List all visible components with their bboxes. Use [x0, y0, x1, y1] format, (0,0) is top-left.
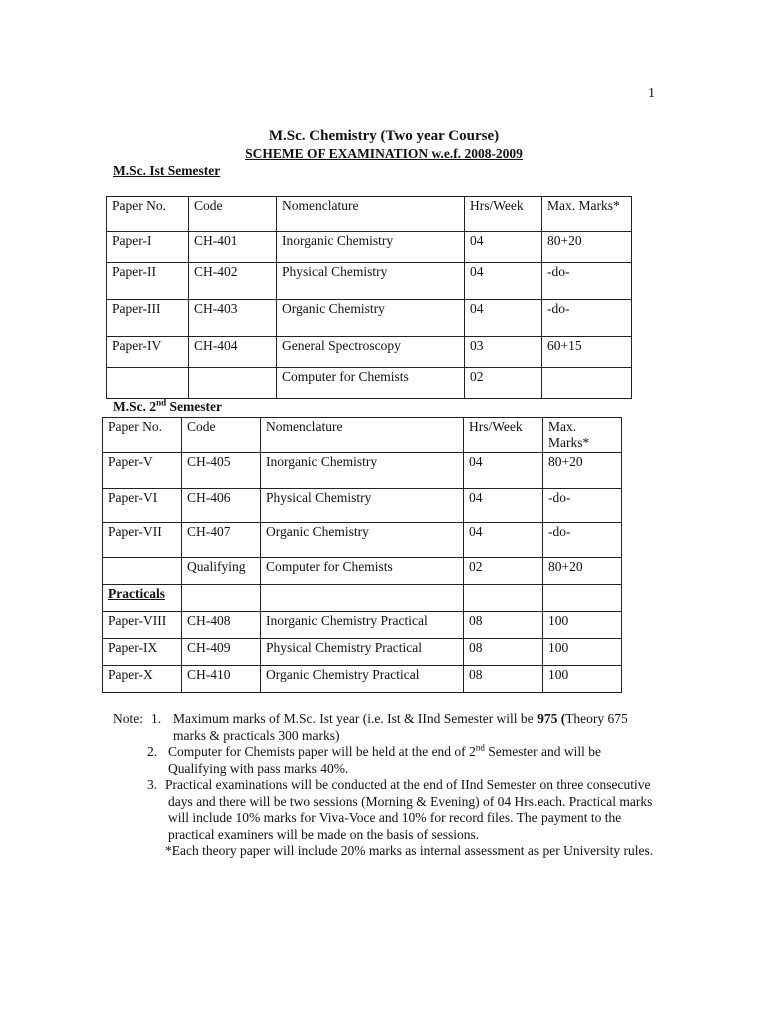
- cell: 04: [464, 489, 543, 523]
- cell: CH-406: [182, 489, 261, 523]
- cell: CH-407: [182, 523, 261, 558]
- header-cell: Max. Marks*: [542, 197, 632, 232]
- note-text-part: Theory 675 marks & practicals 300 marks): [173, 711, 628, 743]
- cell: 100: [543, 639, 622, 666]
- table-row: [107, 368, 632, 399]
- header-cell: Hrs/Week: [464, 418, 543, 453]
- cell: Paper-VI: [103, 489, 182, 523]
- note-bold-value: 975 (: [537, 711, 566, 726]
- cell: Paper-IX: [103, 639, 182, 666]
- cell: [542, 368, 632, 399]
- note-text: [173, 711, 658, 744]
- practicals-row: [103, 585, 622, 612]
- table-header-row: [103, 418, 622, 453]
- note-text: *Each theory paper will include 20% marks as internal assessment as per University rules.: [165, 843, 654, 858]
- cell: -do-: [542, 263, 632, 300]
- cell: Paper-X: [103, 666, 182, 693]
- cell: 80+20: [542, 232, 632, 263]
- cell: Paper-VII: [103, 523, 182, 558]
- note-number: 1.: [151, 711, 162, 726]
- cell: [107, 368, 189, 399]
- cell: 08: [464, 612, 543, 639]
- cell: 04: [464, 453, 543, 489]
- cell: [182, 585, 261, 612]
- table-row: [107, 263, 632, 300]
- note-number: 2.: [147, 744, 158, 759]
- header-cell: Max. Marks*: [543, 418, 622, 453]
- cell: 08: [464, 639, 543, 666]
- cell: 100: [543, 612, 622, 639]
- header-cell: Code: [182, 418, 261, 453]
- cell: Paper-IV: [107, 337, 189, 368]
- cell: Organic Chemistry: [261, 523, 464, 558]
- cell: CH-405: [182, 453, 261, 489]
- cell: 04: [464, 523, 543, 558]
- cell: 02: [464, 558, 543, 585]
- cell: Paper-I: [107, 232, 189, 263]
- cell: [189, 368, 277, 399]
- cell: Physical Chemistry: [277, 263, 465, 300]
- cell: Paper-II: [107, 263, 189, 300]
- semester2-heading-text: M.Sc. 2: [113, 399, 157, 414]
- cell: 80+20: [543, 558, 622, 585]
- note-text-part: Semester and will be Qualifying with pass marks 40%.: [168, 744, 602, 776]
- note-text-part: Maximum marks of M.Sc. Ist year (i.e. Ist & IInd Semester will be: [173, 711, 538, 726]
- cell: [543, 585, 622, 612]
- table-row: [103, 639, 622, 666]
- cell: 100: [543, 666, 622, 693]
- cell: Paper-V: [103, 453, 182, 489]
- header-cell: Nomenclature: [261, 418, 464, 453]
- semester1-heading: M.Sc. Ist Semester: [113, 163, 221, 178]
- cell: 80+20: [543, 453, 622, 489]
- table-row: [107, 300, 632, 337]
- table-row: [103, 489, 622, 523]
- cell: 08: [464, 666, 543, 693]
- header-cell: Paper No.: [107, 197, 189, 232]
- header-cell: Hrs/Week: [465, 197, 542, 232]
- table-row: [103, 612, 622, 639]
- table-row: [103, 453, 622, 489]
- table-row: [103, 523, 622, 558]
- semester2-heading-suffix: Semester: [166, 399, 222, 414]
- cell: CH-403: [189, 300, 277, 337]
- note-prefix: Note:: [113, 711, 143, 726]
- page-number: 1: [648, 86, 655, 101]
- cell: [464, 585, 543, 612]
- table-row: [103, 558, 622, 585]
- cell: -do-: [543, 489, 622, 523]
- cell: 04: [465, 300, 542, 337]
- cell: CH-410: [182, 666, 261, 693]
- document-subtitle: SCHEME OF EXAMINATION w.e.f. 2008-2009: [245, 146, 523, 161]
- cell: Physical Chemistry: [261, 489, 464, 523]
- semester2-heading-sup: nd: [156, 397, 167, 408]
- cell: Inorganic Chemistry Practical: [261, 612, 464, 639]
- cell: CH-402: [189, 263, 277, 300]
- cell: Physical Chemistry Practical: [261, 639, 464, 666]
- note-1: [113, 711, 658, 744]
- cell: Paper-III: [107, 300, 189, 337]
- cell: Inorganic Chemistry: [277, 232, 465, 263]
- cell: -do-: [542, 300, 632, 337]
- cell: -do-: [543, 523, 622, 558]
- cell: 02: [465, 368, 542, 399]
- cell: 03: [465, 337, 542, 368]
- document-title: M.Sc. Chemistry (Two year Course): [268, 128, 500, 144]
- header-cell: Code: [189, 197, 277, 232]
- cell: CH-401: [189, 232, 277, 263]
- semester1-table: [106, 196, 632, 399]
- table-row: [107, 337, 632, 368]
- cell: CH-404: [189, 337, 277, 368]
- cell: Paper-VIII: [103, 612, 182, 639]
- table-header-row: [107, 197, 632, 232]
- note-text: Practical examinations will be conducted at the end of IInd Semester on three consecutive days and there will be two sessions (Morning & Evening) of 04 Hrs.each. Practical marks will include 10% marks for Viva-Voce and 10% for record files. The payment to the practical examiners will be made on the basis of sessions.: [165, 777, 653, 842]
- cell: Organic Chemistry: [277, 300, 465, 337]
- cell: 04: [465, 263, 542, 300]
- semester2-table: [102, 417, 622, 693]
- header-cell: Paper No.: [103, 418, 182, 453]
- semester2-heading: [113, 399, 222, 415]
- table-row: [107, 232, 632, 263]
- note-2: [113, 744, 658, 777]
- notes-section: [113, 711, 658, 860]
- table-row: [103, 666, 622, 693]
- cell: 60+15: [542, 337, 632, 368]
- cell: [103, 558, 182, 585]
- note-text: [168, 744, 658, 777]
- cell: Computer for Chemists: [261, 558, 464, 585]
- cell: General Spectroscopy: [277, 337, 465, 368]
- cell: CH-408: [182, 612, 261, 639]
- note-text-part: Computer for Chemists paper will be held at the end of 2: [168, 744, 476, 759]
- cell: [261, 585, 464, 612]
- note-internal-assessment: [113, 843, 658, 860]
- cell: Inorganic Chemistry: [261, 453, 464, 489]
- cell: Organic Chemistry Practical: [261, 666, 464, 693]
- note-number: 3.: [147, 777, 158, 792]
- header-cell: Nomenclature: [277, 197, 465, 232]
- practicals-label: Practicals: [103, 585, 182, 612]
- cell: Computer for Chemists: [277, 368, 465, 399]
- cell: Qualifying: [182, 558, 261, 585]
- cell: CH-409: [182, 639, 261, 666]
- cell: 04: [465, 232, 542, 263]
- note-sup: nd: [475, 742, 485, 753]
- note-3: [113, 777, 658, 843]
